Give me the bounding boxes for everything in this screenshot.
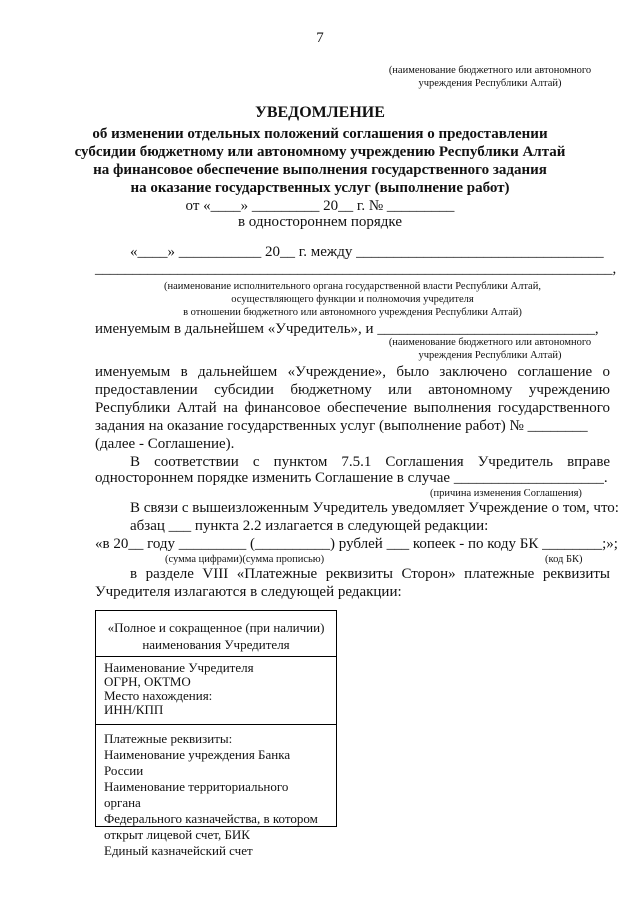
para1-line: Республики Алтай на финансовое обеспечение выполнения государственного [95,400,610,416]
para5: «в 20__ году _________ (__________) рублей ___ копеек - по коду БК ________;»; [95,536,618,552]
requisites-info-line: ОГРН, ОКТМО [104,674,191,689]
founder-named-line: именуемым в дальнейшем «Учредитель», и _____________________________, [95,321,599,337]
requisites-header [96,611,336,657]
header-note-line: (наименование бюджетного или автономного [388,65,592,76]
para1-line: задания на оказание государственных услуг (выполнение работ) № ________ [95,418,588,434]
between-line: «____» ___________ 20__ г. между _________________________________ [130,244,604,260]
requisites-bank [96,725,336,863]
requisites-info-line: ИНН/КПП [104,702,164,717]
founder-note-line: осуществляющего функции и полномочия учредителя [231,294,474,305]
institution-note [370,336,610,362]
bk-note: (код БК) [545,554,583,565]
para2-line: В соответствии с пунктом 7.5.1 Соглашения Учредитель вправе [130,454,610,470]
requisites-header-line: наименования Учредителя [142,637,290,652]
requisites-table [95,610,337,858]
requisites-info-line: Место нахождения: [104,688,213,703]
founder-note [95,280,610,319]
subtitle-line: субсидии бюджетному или автономному учреждению Республики Алтай [74,144,566,160]
subtitle-line: об изменении отдельных положений соглашения о предоставлении [92,126,548,142]
requisites-bank-line: Федерального казначейства, в котором [104,811,318,826]
requisites-bank-line: открыт лицевой счет, БИК [104,827,250,842]
header-note-line: учреждения Республики Алтай) [418,78,562,89]
date-line: от «____» _________ 20__ г. № _________ [185,198,455,214]
founder-note-line: (наименование исполнительного органа государственной власти Республики Алтай, [164,281,541,292]
para1-line: предоставлении субсидии бюджетному или автономному учреждению [95,382,610,398]
requisites-header-line: «Полное и сокращенное (при наличии) [107,620,325,635]
para4: абзац ___ пункта 2.2 излагается в следующей редакции: [130,518,489,534]
subtitle-line: на финансовое обеспечение выполнения государственного задания [93,162,547,178]
para1-line: именуемым в дальнейшем «Учреждение», было заключено соглашение о [95,364,610,380]
para6-line: в разделе VIII «Платежные реквизиты Сторон» платежные реквизиты [130,566,610,582]
page-number: 7 [316,30,324,46]
institution-note-line: (наименование бюджетного или автономного [388,337,592,348]
para6-line: Учредителя излагаются в следующей редакции: [95,584,402,600]
header-note [370,64,610,90]
requisites-bank-line: Единый казначейский счет [104,843,253,858]
requisites-info [96,657,336,725]
subtitle-line: на оказание государственных услуг (выполнение работ) [130,180,510,196]
document-title: УВЕДОМЛЕНИЕ [255,104,385,121]
institution-note-line: учреждения Республики Алтай) [418,350,562,361]
blank-line: _____________________________________________________________________, [95,261,617,277]
para2-line: одностороннем порядке изменить Соглашение в случае ____________________. [95,470,608,486]
requisites-info-line: Наименование Учредителя [104,660,254,675]
sum-note: (сумма цифрами)(сумма прописью) [165,554,325,565]
para1-end: (далее - Соглашение). [95,436,235,452]
requisites-bank-line: Наименование учреждения Банка России [104,747,291,778]
para3: В связи с вышеизложенным Учредитель уведомляет Учреждение о том, что: [130,500,619,516]
founder-note-line: в отношении бюджетного или автономного учреждения Республики Алтай) [183,307,522,318]
requisites-bank-line: Наименование территориального органа [104,779,289,810]
unilateral-label: в одностороннем порядке [237,214,403,230]
reason-note: (причина изменения Соглашения) [430,488,582,499]
requisites-bank-line: Платежные реквизиты: [104,731,233,746]
